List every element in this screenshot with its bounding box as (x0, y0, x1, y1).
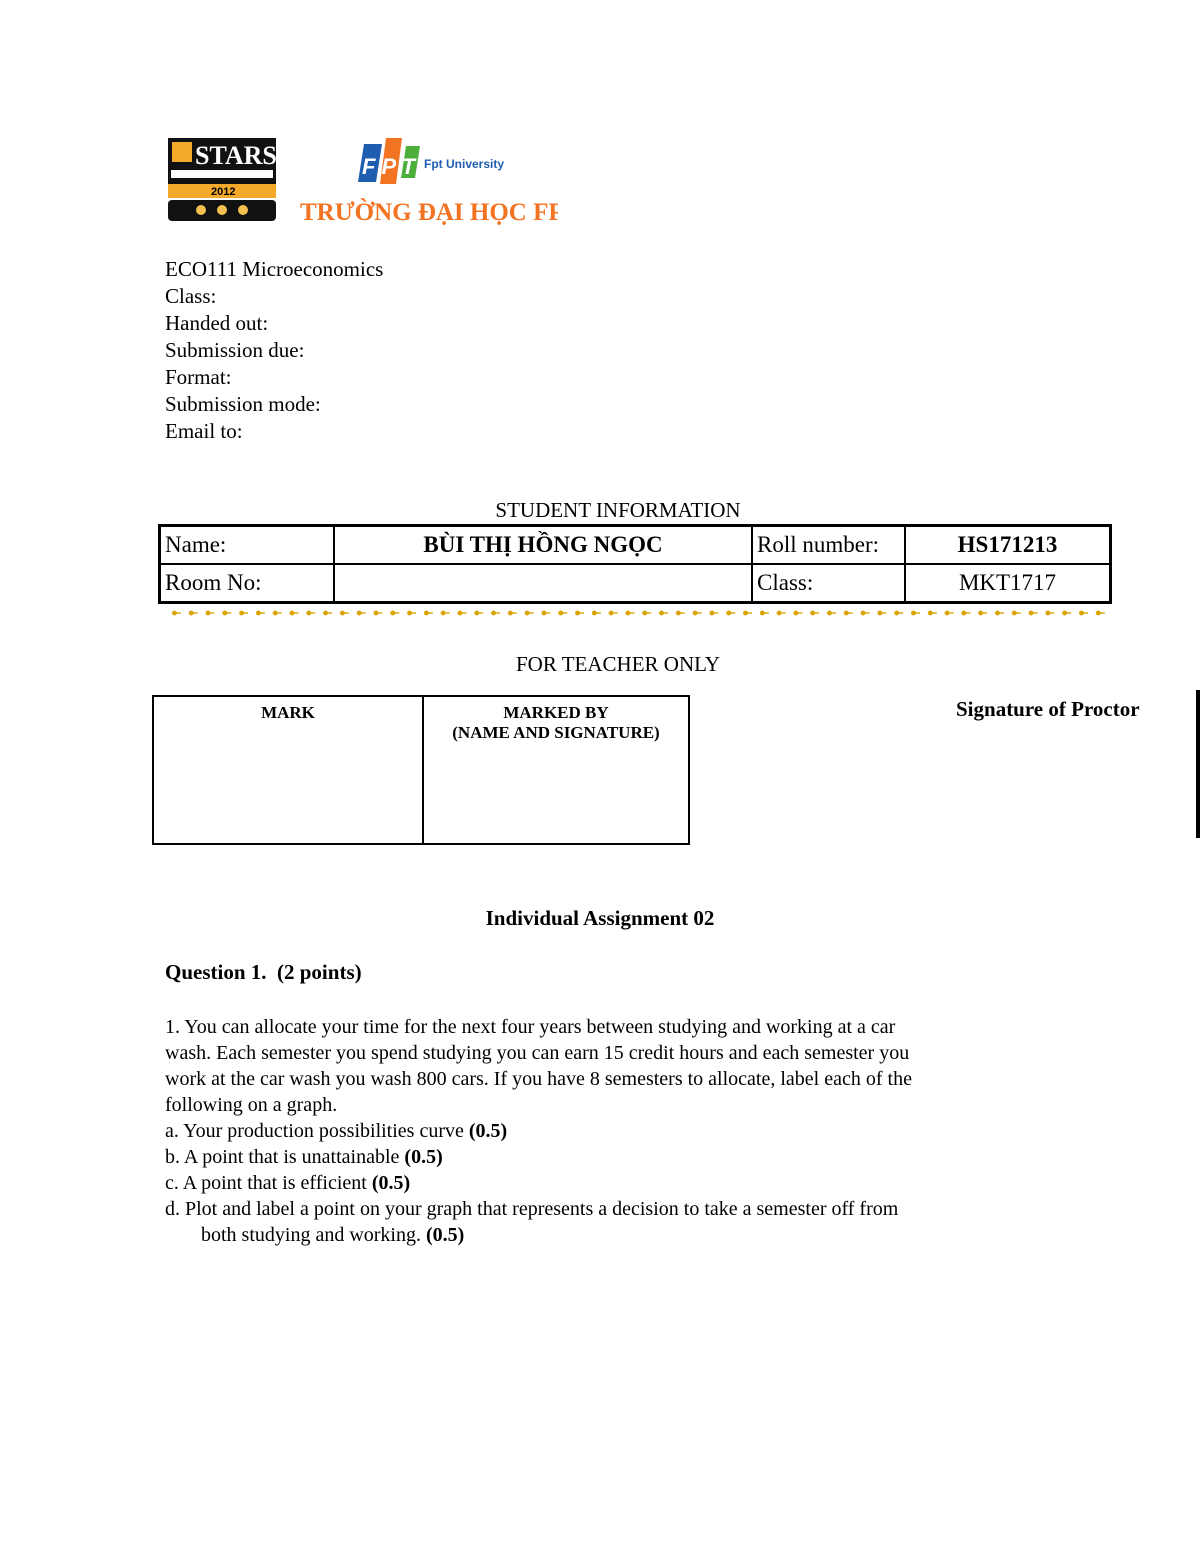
student-info-title: STUDENT INFORMATION (495, 498, 741, 522)
svg-text:TRƯỜNG ĐẠI HỌC FPT: TRƯỜNG ĐẠI HỌC FPT (300, 199, 558, 226)
class-label: Class: (752, 564, 905, 603)
email-to-line: Email to: (165, 419, 243, 443)
teacher-table (152, 695, 690, 845)
proctor-signature-label: Signature of Proctor (956, 697, 1140, 721)
name-value: BÙI THỊ HỒNG NGỌC (334, 526, 752, 565)
marked-by-sub: (NAME AND SIGNATURE) (452, 723, 660, 742)
svg-text:Fpt University: Fpt University (424, 157, 505, 171)
question-body (165, 1014, 1025, 1248)
question-item-d (165, 1196, 1025, 1222)
fpt-university-logo (298, 136, 558, 228)
question-text-line: following on a graph. (165, 1094, 338, 1116)
svg-text:F P T: F P T (362, 154, 415, 179)
marked-by-label: MARKED BY (503, 703, 609, 722)
item-points: (0.5) (426, 1224, 465, 1246)
submission-due-line: Submission due: (165, 338, 305, 362)
mark-cell (153, 696, 423, 844)
student-info-table (158, 524, 1112, 604)
class-line: Class: (165, 284, 217, 308)
question-text-line: work at the car wash you wash 800 cars. If you have 8 semesters to allocate, label each of the (165, 1068, 912, 1090)
room-value (334, 564, 752, 603)
item-points: (0.5) (468, 1120, 508, 1142)
margin-bar (1196, 690, 1200, 838)
qs-stars-logo (167, 136, 277, 222)
assignment-title: Individual Assignment 02 (485, 906, 715, 930)
roll-number-label: Roll number: (752, 526, 905, 565)
question-text-line: wash. Each semester you spend studying you can earn 15 credit hours and each semester you (165, 1042, 910, 1064)
dotted-divider (166, 610, 1110, 616)
submission-mode-line: Submission mode: (165, 392, 321, 416)
roll-number-value: HS171213 (905, 526, 1111, 565)
marked-by-cell (423, 696, 689, 844)
question-title: Question 1. (2 points) (165, 960, 362, 984)
course-header (165, 256, 383, 445)
format-line: Format: (165, 365, 232, 389)
mark-label: MARK (261, 703, 315, 722)
class-value: MKT1717 (905, 564, 1111, 603)
item-text: b. A point that is unattainable (165, 1146, 405, 1168)
question-item-a (165, 1118, 1025, 1144)
item-text: c. A point that is efficient (165, 1172, 372, 1194)
handed-out-line: Handed out: (165, 311, 269, 335)
item-text: d. Plot and label a point on your graph that represents a decision to take a semester off from (165, 1198, 899, 1220)
question-text-line: 1. You can allocate your time for the next four years between studying and working at a car (165, 1016, 896, 1038)
teacher-section-title: FOR TEACHER ONLY (515, 652, 721, 676)
room-label: Room No: (160, 564, 335, 603)
svg-text:STARS: STARS (195, 141, 277, 170)
question-item-b (165, 1144, 1025, 1170)
question-item-c (165, 1170, 1025, 1196)
item-points: (0.5) (371, 1172, 411, 1194)
name-label: Name: (160, 526, 335, 565)
item-points: (0.5) (404, 1146, 443, 1168)
course-title: ECO111 Microeconomics (165, 257, 384, 281)
item-text: a. Your production possibilities curve (165, 1120, 469, 1142)
question-item-d-continued (165, 1222, 1025, 1248)
item-text: both studying and working. (201, 1224, 426, 1246)
svg-text:2012: 2012 (211, 186, 236, 198)
